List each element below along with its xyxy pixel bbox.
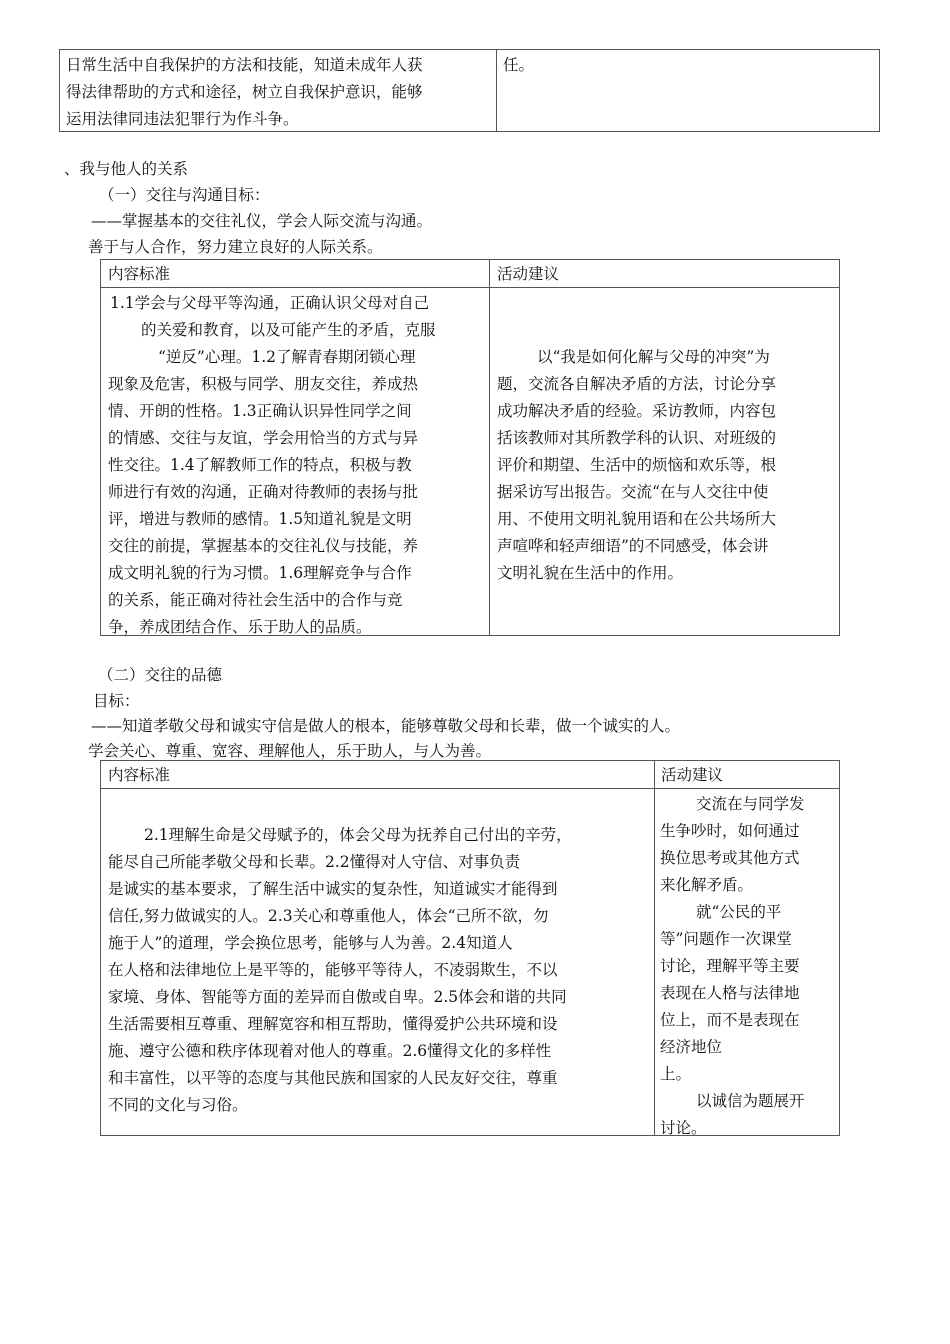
table-2-header-content: 内容标准 <box>108 766 171 784</box>
text-line: 生活需要相互尊重、理解宽容和相互帮助，懂得爱护公共环境和设 <box>108 1015 558 1033</box>
table-2-header-activity: 活动建议 <box>661 766 724 784</box>
goal-text: 善于与人合作，努力建立良好的人际关系。 <box>88 238 383 256</box>
text-line: 题，交流各自解决矛盾的方法，讨论分享 <box>497 375 777 393</box>
table-2-content-cell <box>108 822 648 1119</box>
text-line: 声喧哗和轻声细语”的不同感受，体会讲 <box>497 537 769 555</box>
text-line: 评，增进与教师的感情。1.5知道礼貌是文明 <box>108 510 412 528</box>
text-line: 讨论。 <box>660 1119 707 1137</box>
text-line: 位上，而不是表现在 <box>660 1011 800 1029</box>
text-line: 1.1学会与父母平等沟通，正确认识父母对自己 <box>110 294 430 312</box>
text-line: 情、开朗的性格。1.3正确认识异性同学之间 <box>108 402 412 420</box>
text-line: 施于人”的道理，学会换位思考，能够与人为善。2.4知道人 <box>108 934 513 952</box>
text-line: 争，养成团结合作、乐于助人的品质。 <box>108 618 372 636</box>
table-2-header-divider <box>100 788 840 789</box>
goal-text: ——知道孝敬父母和诚实守信是做人的根本，能够尊敬父母和长辈，做一个诚实的人。 <box>91 717 681 735</box>
top-table-right-cell: 任。 <box>503 56 535 74</box>
top-table-divider <box>496 49 497 132</box>
text-line: 日常生活中自我保护的方法和技能，知道未成年人获 <box>66 56 423 74</box>
text-line: 交流在与同学发 <box>696 795 805 813</box>
text-line: 以“我是如何化解与父母的冲突”为 <box>537 348 770 366</box>
section-heading: （二）交往的品德 <box>98 666 223 684</box>
text-line: 据采访写出报告。交流“在与人交往中使 <box>497 483 769 501</box>
text-line: 评价和期望、生活中的烦恼和欢乐等，根 <box>497 456 777 474</box>
text-line: 文明礼貌在生活中的作用。 <box>497 564 684 582</box>
text-line: 交往的前提，掌握基本的交往礼仪与技能，养 <box>108 537 419 555</box>
text-line: 得法律帮助的方式和途径，树立自我保护意识，能够 <box>66 83 423 101</box>
table-1-header-divider <box>100 287 840 288</box>
text-line: 不同的文化与习俗。 <box>108 1096 248 1114</box>
text-line: 家境、身体、智能等方面的差异而自傲或自卑。2.5体会和谐的共同 <box>108 988 567 1006</box>
table-1-column-divider <box>489 259 490 636</box>
text-line: 现象及危害，积极与同学、朋友交往，养成热 <box>108 375 419 393</box>
text-line: 来化解矛盾。 <box>660 876 754 894</box>
text-line: 的关系，能正确对待社会生活中的合作与竞 <box>108 591 403 609</box>
text-line: 和丰富性，以平等的态度与其他民族和国家的人民友好交往，尊重 <box>108 1069 558 1087</box>
text-line: 上。 <box>660 1065 692 1083</box>
text-line: “逆反”心理。1.2了解青春期闭锁心理 <box>158 348 416 366</box>
text-line: 2.1理解生命是父母赋予的，体会父母为抚养自己付出的辛劳， <box>144 826 572 844</box>
text-line: 就“公民的平 <box>696 903 782 921</box>
table-1-header-activity: 活动建议 <box>497 265 560 283</box>
text-line: 等”问题作一次课堂 <box>660 930 792 948</box>
text-line: 以诚信为题展开 <box>696 1092 805 1110</box>
text-line: 换位思考或其他方式 <box>660 849 800 867</box>
text-line: 经济地位 <box>660 1038 723 1056</box>
table-1-activity-cell <box>497 344 835 587</box>
text-line: 成功解决矛盾的经验。采访教师，内容包 <box>497 402 777 420</box>
top-table-left-cell <box>66 52 492 133</box>
table-2-column-divider <box>654 760 655 1136</box>
goal-label: 目标： <box>93 692 140 710</box>
text-line: 在人格和法律地位上是平等的，能够平等待人，不凌弱欺生，不以 <box>108 961 558 979</box>
text-line: 能尽自己所能孝敬父母和长辈。2.2懂得对人守信、对事负责 <box>108 853 521 871</box>
text-line: 的关爱和教育，以及可能产生的矛盾，克服 <box>141 321 436 339</box>
text-line: 用、不使用文明礼貌用语和在公共场所大 <box>497 510 777 528</box>
text-line: 施、遵守公德和秩序体现着对他人的尊重。2.6懂得文化的多样性 <box>108 1042 552 1060</box>
text-line: 师进行有效的沟通，正确对待教师的表扬与批 <box>108 483 419 501</box>
goal-text: ——掌握基本的交往礼仪，学会人际交流与沟通。 <box>91 212 433 230</box>
text-line: 运用法律同违法犯罪行为作斗争。 <box>66 110 299 128</box>
text-line: 表现在人格与法律地 <box>660 984 800 1002</box>
text-line: 的情感、交往与友谊，学会用恰当的方式与异 <box>108 429 419 447</box>
text-line: 成文明礼貌的行为习惯。1.6理解竞争与合作 <box>108 564 412 582</box>
text-line: 生争吵时，如何通过 <box>660 822 800 840</box>
text-line: 括该教师对其所教学科的认识、对班级的 <box>497 429 777 447</box>
section-heading: 、我与他人的关系 <box>64 160 189 178</box>
sub-heading: （一）交往与沟通目标： <box>99 186 270 204</box>
text-line: 性交往。1.4了解教师工作的特点，积极与教 <box>108 456 412 474</box>
text-line: 信任,努力做诚实的人。2.3关心和尊重他人，体会“己所不欲，勿 <box>108 907 549 925</box>
table-1-header-content: 内容标准 <box>108 265 171 283</box>
text-line: 讨论，理解平等主要 <box>660 957 800 975</box>
table-2-activity-cell <box>660 791 836 1142</box>
text-line: 是诚实的基本要求，了解生活中诚实的复杂性，知道诚实才能得到 <box>108 880 558 898</box>
table-1-content-cell <box>108 290 484 641</box>
goal-text: 学会关心、尊重、宽容、理解他人，乐于助人，与人为善。 <box>88 742 492 760</box>
